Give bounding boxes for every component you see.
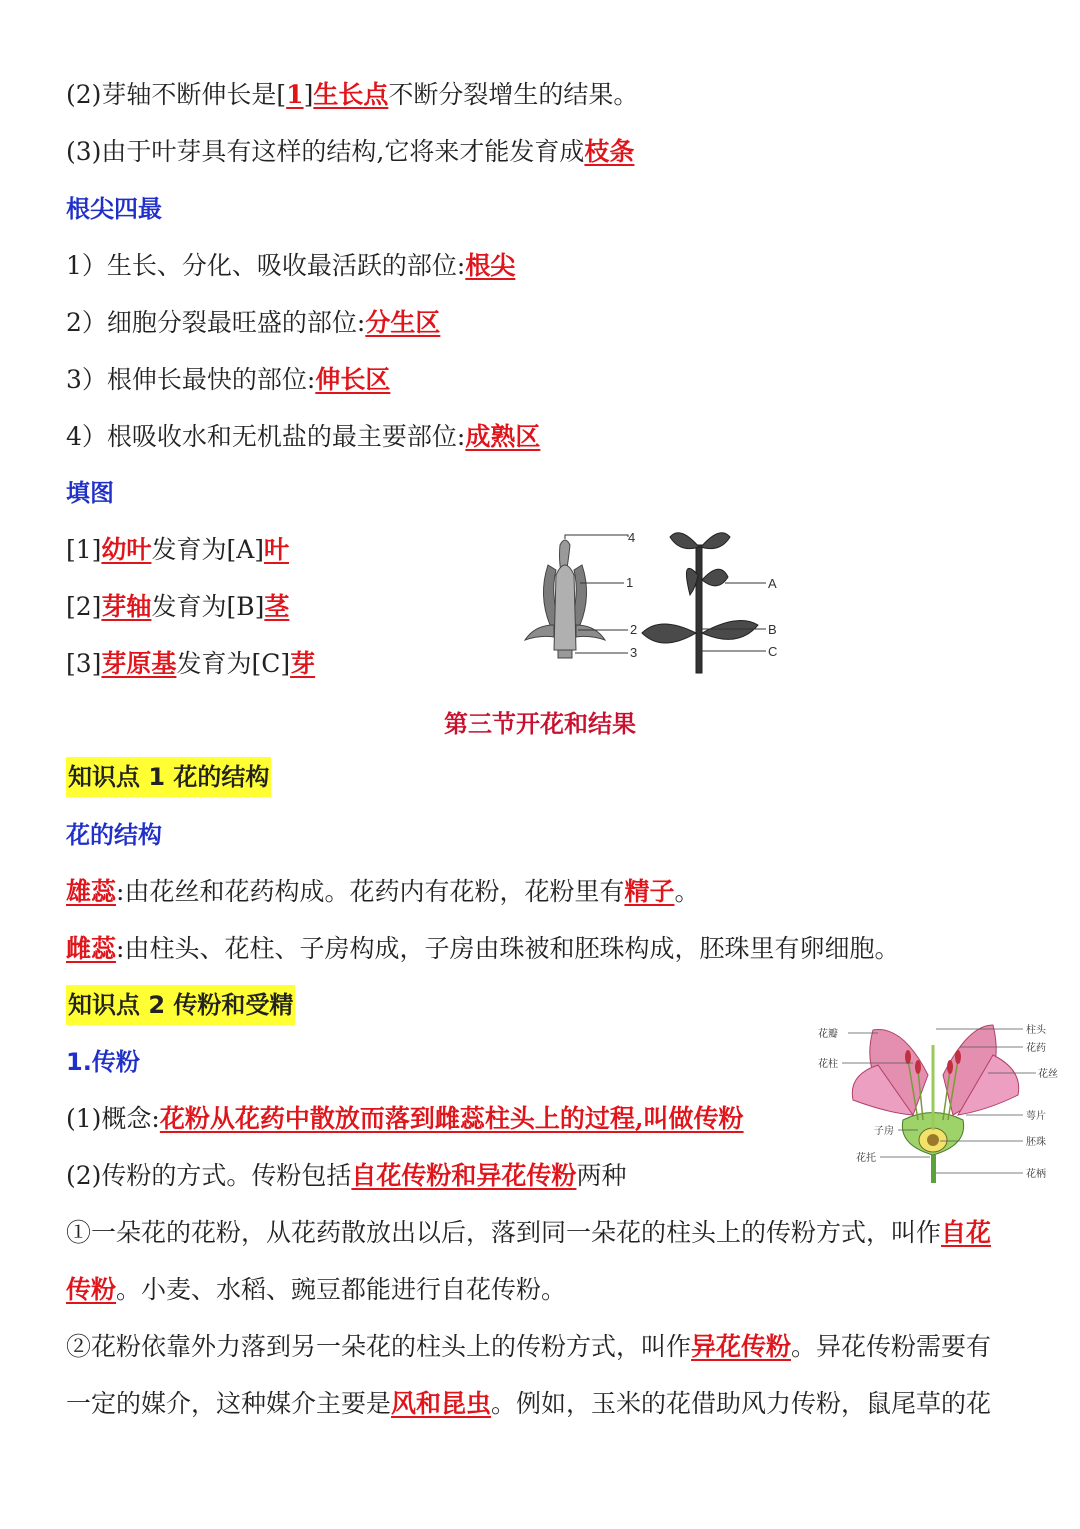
fill-item-1 [66,533,289,567]
text: 。例如，玉米的花借助风力传粉，鼠尾草的花 [491,1389,992,1418]
root-tip-item-1 [66,249,515,283]
stem-label-C: C [768,644,778,659]
text: ①一朵花的花粉，从花药散放出以后，落到同一朵花的柱头上的传粉方式，叫作 [66,1218,942,1247]
answer: 芽原基 [101,649,177,678]
root-tip-item-4 [66,420,540,454]
label-ovule: 胚珠 [1026,1137,1046,1148]
kp1-label-row [66,760,271,794]
label-petal: 花瓣 [818,1029,838,1040]
answer: 根尖 [465,251,516,280]
p1-line-1 [66,1216,991,1250]
stamen-line [66,875,699,909]
answer: 分生区 [365,308,441,337]
text: 发育为[B] [151,592,265,621]
text: :由柱头、花柱、子房构成，子房由珠被和胚珠构成，胚珠里有卵细胞。 [116,934,900,963]
answer: 异花传粉 [691,1332,792,1361]
text: 。 [674,877,700,906]
kp2-label: 知识点 2 传粉和受精 [66,985,295,1025]
bud-label-1: 1 [626,575,634,590]
answer: 芽轴 [101,592,152,621]
bud-stem-figure [520,525,790,675]
text: ] [303,80,314,109]
text: 4）根吸收水和无机盐的最主要部位: [66,422,466,451]
bud-label-3: 3 [630,645,638,660]
text: 1）生长、分化、吸收最活跃的部位: [66,251,466,280]
kp1-heading: 花的结构 [66,821,162,849]
answer: 传粉 [66,1275,117,1304]
answer: 自花 [941,1218,992,1247]
answer: 叶 [264,535,290,564]
answer: 风和昆虫 [391,1389,492,1418]
text: [3] [66,649,102,678]
answer: 芽 [290,649,316,678]
answer: 枝条 [584,137,635,166]
label-pedicel: 花柄 [1026,1169,1046,1180]
kp1-label: 知识点 1 花的结构 [66,757,271,797]
text: (2)传粉的方式。传粉包括 [66,1161,352,1190]
stem-diagram [642,533,758,673]
bud-line-3 [66,135,634,169]
concept-line [66,1102,744,1136]
text: 一定的媒介，这种媒介主要是 [66,1389,392,1418]
bud-line-2 [66,78,638,112]
text: [2] [66,592,102,621]
text: [1] [66,535,102,564]
stem-leader-lines [702,583,766,651]
label-anther: 花药 [1026,1043,1046,1054]
root-tip-item-3 [66,363,390,397]
text: 发育为[A] [151,535,264,564]
text: 不断分裂增生的结果。 [388,80,639,109]
kp2-heading: 1.传粉 [66,1048,140,1076]
answer: 成熟区 [465,422,541,451]
bud-label-2: 2 [630,622,638,637]
pistil-term: 雌蕊 [66,934,117,963]
text: 3）根伸长最快的部位: [66,365,316,394]
kp2-label-row [66,988,295,1022]
flower-structure-figure [818,1015,1063,1185]
text: (1)概念: [66,1104,160,1133]
answer: 花粉从花药中散放而落到雌蕊柱头上的过程,叫做传粉 [159,1104,744,1133]
label-stigma: 柱头 [1026,1025,1046,1036]
stamen-term: 雄蕊 [66,877,117,906]
answer: 幼叶 [101,535,152,564]
answer: 自花传粉和异花传粉 [351,1161,577,1190]
text: 2）细胞分裂最旺盛的部位: [66,308,366,337]
fill-figure-heading: 填图 [66,479,114,507]
text: 发育为[C] [176,649,291,678]
text: 。异花传粉需要有 [791,1332,992,1361]
answer-number: 1 [286,80,304,109]
fill-item-3 [66,647,315,681]
ways-line [66,1159,626,1193]
fill-item-2 [66,590,289,624]
root-tip-item-2 [66,306,440,340]
leaf-bud-diagram [525,540,605,658]
stem-label-A: A [768,576,777,591]
section-title: 第三节开花和结果 [444,710,636,738]
text: 。小麦、水稻、豌豆都能进行自花传粉。 [116,1275,567,1304]
text: (3)由于叶芽具有这样的结构,它将来才能发育成 [66,137,585,166]
text: (2)芽轴不断伸长是[ [66,80,287,109]
label-receptacle: 花托 [856,1153,876,1164]
label-filament: 花丝 [1038,1069,1058,1080]
answer: 生长点 [313,80,389,109]
answer: 茎 [264,592,290,621]
p2-line-2 [66,1387,991,1421]
answer: 伸长区 [315,365,391,394]
label-sepal: 萼片 [1026,1111,1046,1122]
root-tip-heading: 根尖四最 [66,195,162,223]
text: ②花粉依靠外力落到另一朵花的柱头上的传粉方式，叫作 [66,1332,692,1361]
label-style: 花柱 [818,1059,838,1070]
p1-line-2 [66,1273,566,1307]
flower-drawing [852,1025,1018,1183]
stem-label-B: B [768,622,777,637]
bud-label-4: 4 [628,530,636,545]
text: 两种 [576,1161,627,1190]
label-ovary: 子房 [874,1126,894,1137]
pistil-line [66,932,899,966]
text: :由花丝和花药构成。花药内有花粉，花粉里有 [116,877,625,906]
answer: 精子 [624,877,675,906]
p2-line-1 [66,1330,991,1364]
